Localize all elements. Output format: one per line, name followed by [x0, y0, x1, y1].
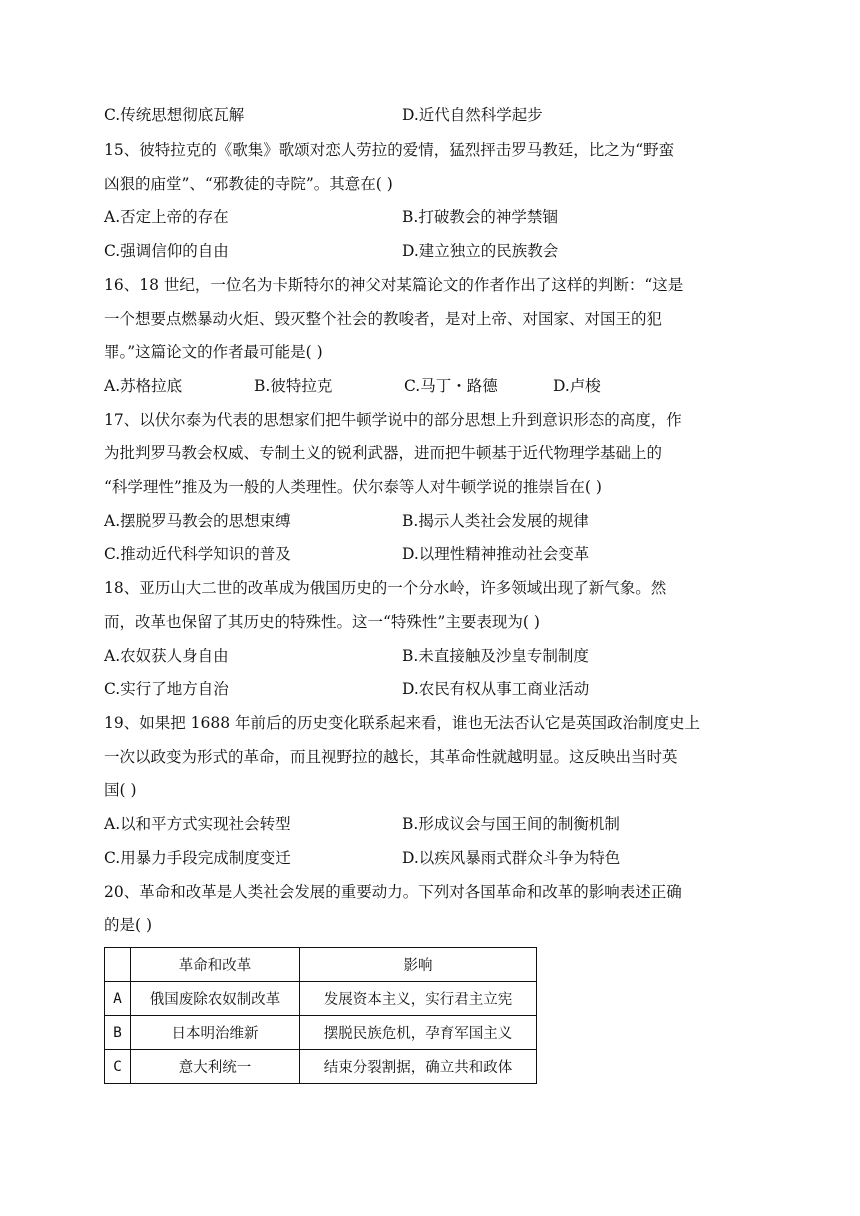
q19-stem-line-1: 19、如果把 1688 年前后的历史变化联系起来看，谁也无法否认它是英国政治制度史上: [104, 714, 701, 732]
q16-stem-line-3: 罪。”这篇论文的作者最可能是( ): [104, 343, 323, 361]
q16-option-a: A.苏格拉底: [104, 377, 183, 395]
q16-option-c: C.马丁・路德: [404, 377, 498, 395]
table-cell: B: [105, 1016, 131, 1050]
q15-option-a: A.否定上帝的存在: [104, 208, 229, 226]
table-row: [105, 1050, 537, 1084]
q15-option-d: D.建立独立的民族教会: [402, 242, 559, 260]
table-cell: 日本明治维新: [131, 1016, 300, 1050]
table-header-row: [105, 948, 537, 982]
q19-option-c: C.用暴力手段完成制度变迁: [104, 849, 291, 867]
reform-table: [104, 947, 537, 1084]
table-header-cell: [105, 948, 131, 982]
q17-stem-line-2: 为批判罗马教会权威、专制土义的锐利武器，进而把牛顿基于近代物理学基础上的: [104, 444, 663, 462]
q17-option-d: D.以理性精神推动社会变革: [402, 545, 590, 563]
q18-option-b: B.未直接触及沙皇专制制度: [402, 647, 589, 665]
q19-option-b: B.形成议会与国王间的制衡机制: [402, 815, 620, 833]
q17-stem-line-3: “科学理性”推及为一般的人类理性。伏尔泰等人对牛顿学说的推崇旨在( ): [104, 478, 602, 496]
table-row: [105, 982, 537, 1016]
q18-stem-line-1: 18、亚历山大二世的改革成为俄国历史的一个分水岭，许多领域出现了新气象。然: [104, 579, 667, 597]
q14-option-d: D.近代自然科学起步: [402, 106, 543, 124]
q19-stem-line-2: 一次以政变为形式的革命，而且视野拉的越长，其革命性就越明显。这反映出当时英: [104, 748, 678, 766]
q16-option-d: D.卢梭: [553, 377, 601, 395]
table-header-cell: 革命和改革: [131, 948, 300, 982]
table-cell: 结束分裂割据，确立共和政体: [300, 1050, 537, 1084]
q18-option-a: A.农奴获人身自由: [104, 647, 229, 665]
q17-option-a: A.摆脱罗马教会的思想束缚: [104, 512, 291, 530]
table-cell: A: [105, 982, 131, 1016]
q15-stem-line-2: 凶狠的庙堂”、“邪教徒的寺院”。其意在( ): [104, 175, 393, 193]
table-cell: 发展资本主义，实行君主立宪: [300, 982, 537, 1016]
q14-option-c: C.传统思想彻底瓦解: [104, 106, 245, 124]
q18-option-d: D.农民有权从事工商业活动: [402, 680, 590, 698]
table-header-cell: 影响: [300, 948, 537, 982]
table-row: [105, 1016, 537, 1050]
q17-stem-line-1: 17、以伏尔泰为代表的思想家们把牛顿学说中的部分思想上升到意识形态的高度，作: [104, 411, 682, 429]
table-cell: 俄国废除农奴制改革: [131, 982, 300, 1016]
q17-option-c: C.推动近代科学知识的普及: [104, 545, 291, 563]
q18-option-c: C.实行了地方自治: [104, 680, 229, 698]
q17-option-b: B.揭示人类社会发展的规律: [402, 512, 589, 530]
q15-option-b: B.打破教会的神学禁锢: [402, 208, 558, 226]
table-cell: 意大利统一: [131, 1050, 300, 1084]
q16-stem-line-2: 一个想要点燃暴动火炬、毁灭整个社会的教唆者，是对上帝、对国家、对国王的犯: [104, 310, 663, 328]
q15-option-c: C.强调信仰的自由: [104, 242, 229, 260]
q16-option-b: B.彼特拉克: [254, 377, 333, 395]
q20-stem-line-2: 的是( ): [104, 916, 153, 934]
q20-stem-line-1: 20、革命和改革是人类社会发展的重要动力。下列对各国革命和改革的影响表述正确: [104, 883, 682, 901]
q18-stem-line-2: 而，改革也保留了其历史的特殊性。这一“特殊性”主要表现为( ): [104, 613, 540, 631]
q19-option-d: D.以疾风暴雨式群众斗争为特色: [402, 849, 621, 867]
q19-option-a: A.以和平方式实现社会转型: [104, 815, 291, 833]
table-cell: C: [105, 1050, 131, 1084]
q16-stem-line-1: 16、18 世纪，一位名为卡斯特尔的神父对某篇论文的作者作出了这样的判断：“这是: [104, 276, 684, 294]
table-cell: 摆脱民族危机，孕育军国主义: [300, 1016, 537, 1050]
q15-stem-line-1: 15、彼特拉克的《歌集》歌颂对恋人劳拉的爱情，猛烈抨击罗马教廷，比之为“野蛮: [104, 141, 675, 159]
q19-stem-line-3: 国( ): [104, 781, 137, 799]
